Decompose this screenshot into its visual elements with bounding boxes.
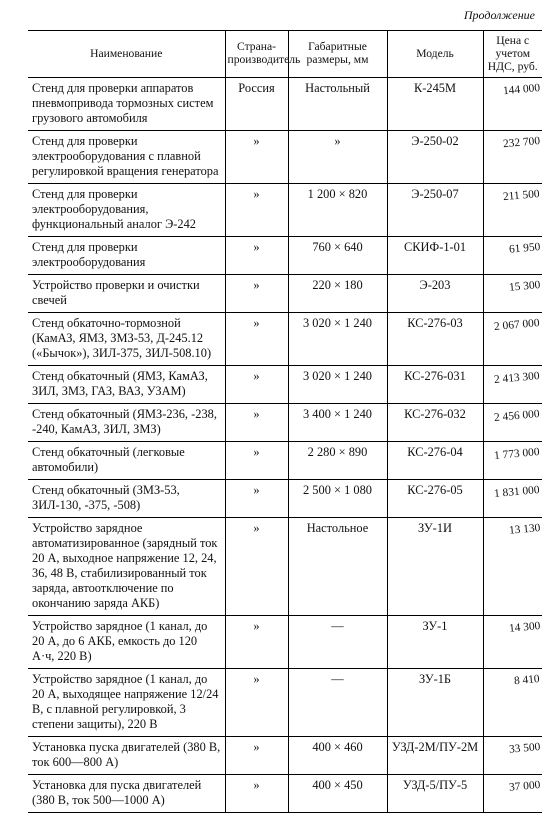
table-row [28,480,542,518]
cell-price [483,518,542,616]
cell-name: Стенд обкаточный (ЯМЗ, КамАЗ, ЗИЛ, ЗМЗ, ГАЗ, ВАЗ, УЗАМ) [28,366,225,404]
cell-dims: 3 020 × 1 240 [288,313,387,366]
table-row [28,78,542,131]
cell-country: » [225,313,288,366]
table-row [28,775,542,813]
table-row [28,669,542,737]
cell-country: » [225,616,288,669]
table-row [28,404,542,442]
cell-model: Э-250-02 [387,131,483,184]
cell-price [483,669,542,737]
cell-model: Э-250-07 [387,184,483,237]
price-value: 2 067 000 [494,317,541,333]
cell-dims: Настольное [288,518,387,616]
cell-name: Устройство зарядное (1 канал, до 20 А, выходящее напряжение 12/24 В, с плавной регулировкой, 3 степени защиты), 220 В [28,669,225,737]
price-value: 144 000 [502,82,541,98]
table-row [28,366,542,404]
cell-name: Стенд для проверки электрооборудования [28,237,225,275]
price-value: 211 500 [502,188,541,204]
cell-model: К-245М [387,78,483,131]
cell-country: » [225,669,288,737]
cell-price [483,480,542,518]
cell-model: ЗУ-1 [387,616,483,669]
cell-name: Устройство зарядное автоматизированное (зарядный ток 20 А, выходное напряжение 12, 24, 36, 48 В, стабилизированный ток заряда, автоотключение по окончанию заряда АКБ) [28,518,225,616]
cell-price [483,237,542,275]
price-value: 33 500 [508,741,541,756]
cell-name: Стенд для проверки электрооборудования с плавной регулировкой вращения генератора [28,131,225,184]
cell-country: » [225,131,288,184]
cell-country: » [225,404,288,442]
cell-country: » [225,775,288,813]
cell-name: Стенд для проверки электрооборудования, функциональный аналог Э-242 [28,184,225,237]
table-row [28,442,542,480]
header-name: Наименование [28,31,225,78]
cell-price [483,275,542,313]
cell-price [483,616,542,669]
cell-country: » [225,184,288,237]
cell-country: » [225,737,288,775]
table-body [28,78,542,813]
cell-country: » [225,237,288,275]
cell-model: КС-276-05 [387,480,483,518]
cell-price [483,737,542,775]
cell-price [483,313,542,366]
cell-name: Устройство проверки и очистки свечей [28,275,225,313]
cell-price [483,366,542,404]
cell-dims: 760 × 640 [288,237,387,275]
cell-price [483,131,542,184]
table-row [28,131,542,184]
cell-dims: 3 020 × 1 240 [288,366,387,404]
price-value: 37 000 [508,779,541,794]
cell-dims: 3 400 × 1 240 [288,404,387,442]
table-row [28,313,542,366]
cell-country: » [225,275,288,313]
cell-price [483,775,542,813]
cell-name: Стенд обкаточный (легковые автомобили) [28,442,225,480]
cell-name: Стенд обкаточно-тормозной (КамАЗ, ЯМЗ, ЗМЗ-53, Д-245.12 («Бычок»), ЗИЛ-375, ЗИЛ-508.10) [28,313,225,366]
cell-dims: » [288,131,387,184]
cell-model: КС-276-04 [387,442,483,480]
cell-name: Устройство зарядное (1 канал, до 20 А, до 6 АКБ, емкость до 120 А·ч, 220 В) [28,616,225,669]
table-row [28,184,542,237]
price-value: 8 410 [513,673,541,688]
cell-dims: 400 × 450 [288,775,387,813]
table-row [28,275,542,313]
cell-country: » [225,518,288,616]
cell-name: Установка пуска двигателей (380 В, ток 600—800 А) [28,737,225,775]
cell-dims: — [288,616,387,669]
cell-name: Стенд обкаточный (ЯМЗ-236, -238, -240, КамАЗ, ЗИЛ, ЗМЗ) [28,404,225,442]
equipment-table [28,30,542,813]
price-value: 1 831 000 [494,484,541,500]
price-value: 61 950 [508,241,541,256]
header-model: Модель [387,31,483,78]
continuation-label: Продолжение [463,8,535,22]
cell-model: СКИФ-1-01 [387,237,483,275]
cell-country: » [225,480,288,518]
cell-dims: 220 × 180 [288,275,387,313]
price-value: 1 773 000 [494,446,541,462]
cell-model: КС-276-03 [387,313,483,366]
table-row [28,616,542,669]
cell-name: Стенд обкаточный (ЗМЗ-53, ЗИЛ-130, -375, -508) [28,480,225,518]
cell-dims: 1 200 × 820 [288,184,387,237]
cell-model: Э-203 [387,275,483,313]
table-row [28,237,542,275]
price-value: 13 130 [508,522,541,537]
cell-price [483,78,542,131]
table-row [28,737,542,775]
table-row [28,518,542,616]
price-value: 232 700 [502,135,541,151]
cell-model: ЗУ-1И [387,518,483,616]
cell-model: КС-276-032 [387,404,483,442]
cell-dims: 2 280 × 890 [288,442,387,480]
cell-model: ЗУ-1Б [387,669,483,737]
cell-model: УЗД-5/ПУ-5 [387,775,483,813]
cell-model: КС-276-031 [387,366,483,404]
cell-country: » [225,442,288,480]
cell-dims: 400 × 460 [288,737,387,775]
table-header-row [28,31,542,78]
header-price: Цена с учетом НДС, руб. [483,31,542,78]
header-country: Страна-производитель [225,31,288,78]
cell-dims: 2 500 × 1 080 [288,480,387,518]
cell-price [483,184,542,237]
cell-name: Установка для пуска двигателей (380 В, ток 500—1000 А) [28,775,225,813]
cell-dims: — [288,669,387,737]
cell-model: УЗД-2М/ПУ-2М [387,737,483,775]
price-value: 15 300 [508,279,541,294]
header-dims: Габаритные размеры, мм [288,31,387,78]
cell-price [483,404,542,442]
price-value: 2 456 000 [494,408,541,424]
price-value: 14 300 [508,620,541,635]
cell-country: Россия [225,78,288,131]
cell-country: » [225,366,288,404]
cell-dims: Настольный [288,78,387,131]
cell-price [483,442,542,480]
cell-name: Стенд для проверки аппаратов пневмопривода тормозных систем грузового автомобиля [28,78,225,131]
price-value: 2 413 300 [494,370,541,386]
